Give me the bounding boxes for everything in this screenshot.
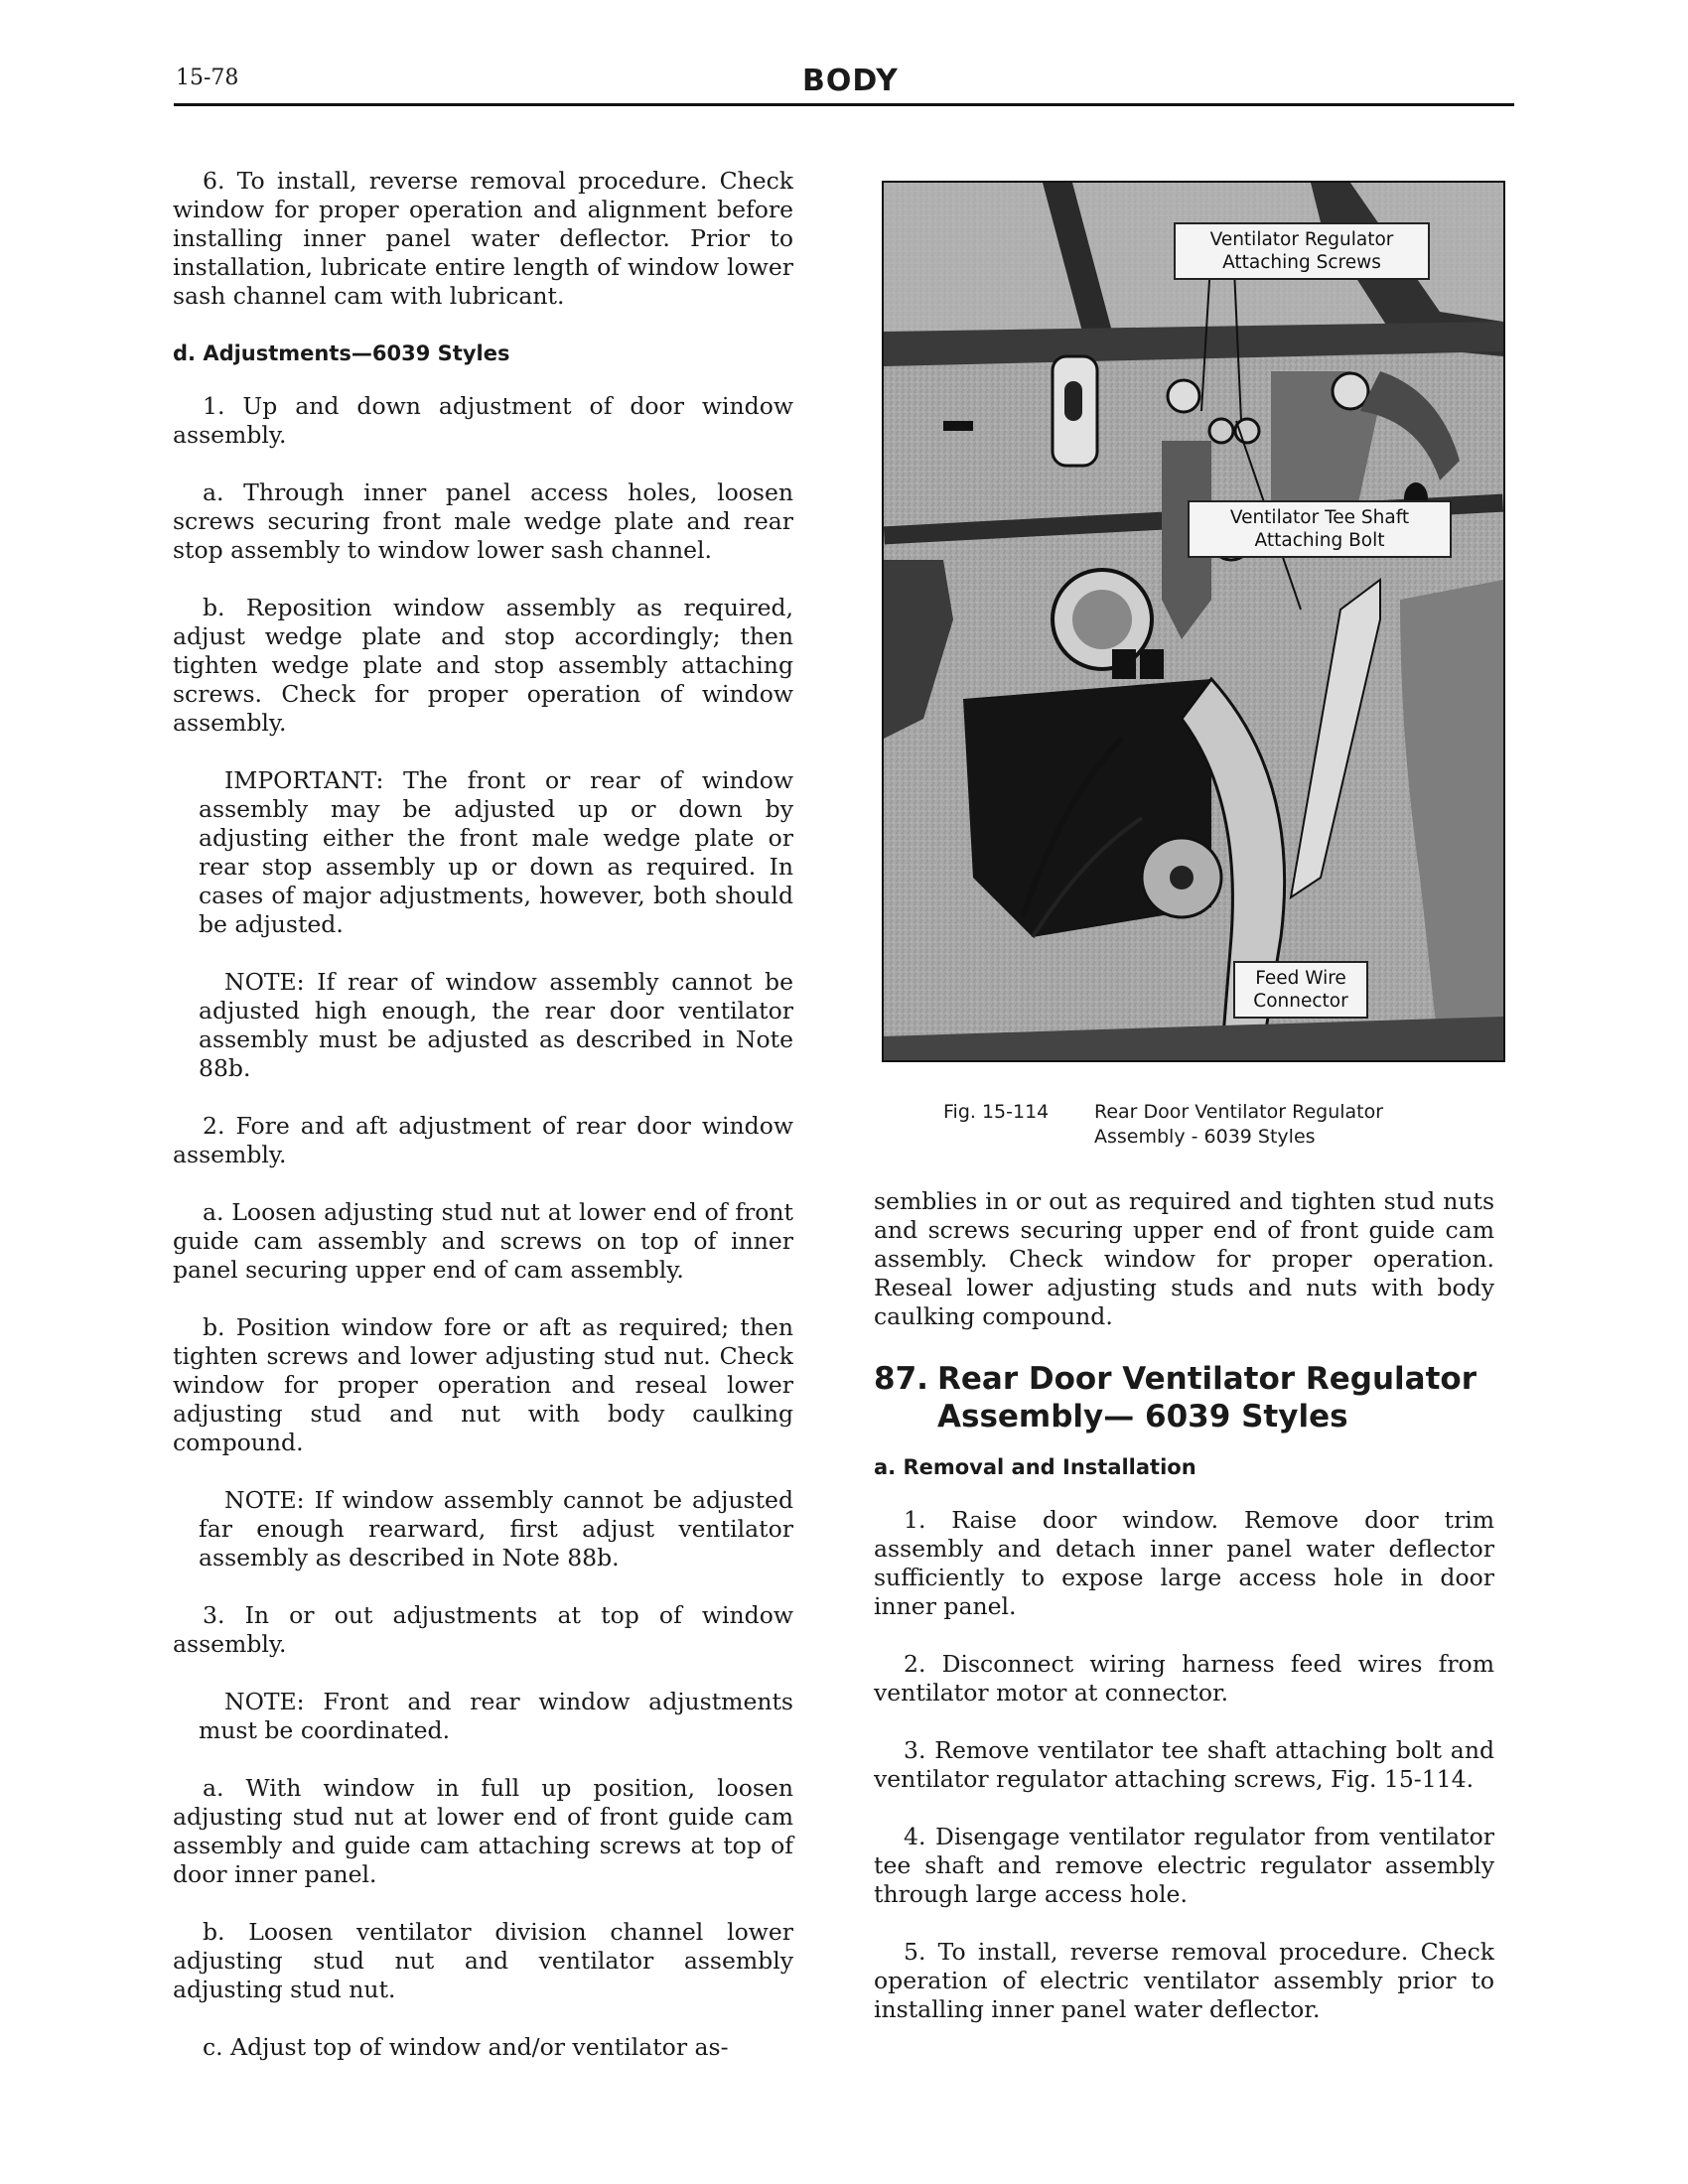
section-heading (874, 1360, 1494, 1435)
callout-regulator-screws-line1: Ventilator Regulator (1209, 229, 1394, 250)
note-rear-adjust: NOTE: If rear of window assembly cannot be adjusted high enough, the rear door ventilator assembly must be adjusted as described in Note 88b. (199, 968, 793, 1082)
paragraph-step-3c: c. Adjust top of window and/or ventilator as- (203, 2033, 729, 2061)
paragraph-removal-4: 4. Disengage ventilator regulator from ventilator tee shaft and remove electric regulator assembly through large access hole. (874, 1823, 1494, 1908)
paragraph-removal-3: 3. Remove ventilator tee shaft attaching bolt and ventilator regulator attaching screws, Fig. 15-114. (874, 1736, 1494, 1793)
important-note: IMPORTANT: The front or rear of window assembly may be adjusted up or down by adjusting either the front male wedge plate or rear stop assembly up or down as required. In cases of major adjustments, however, both should be adjusted. (199, 766, 793, 938)
paragraph-step-2a: a. Loosen adjusting stud nut at lower end of front guide cam assembly and screws on top of inner panel securing upper end of cam assembly. (173, 1198, 793, 1284)
paragraph-removal-5: 5. To install, reverse removal procedure. Check operation of electric ventilator assembly prior to installing inner panel water deflector. (874, 1938, 1494, 2023)
callout-tee-shaft-bolt-line2: Attaching Bolt (1254, 530, 1385, 551)
figure-number: Fig. 15-114 (943, 1101, 1050, 1123)
paragraph-removal-1: 1. Raise door window. Remove door trim assembly and detach inner panel water deflector sufficiently to expose large access hole in door inner panel. (874, 1506, 1494, 1620)
figure-photo (882, 181, 1505, 1062)
callout-tee-shaft-bolt (1188, 500, 1452, 558)
figure-caption (943, 1100, 1460, 1150)
paragraph-step-1: 1. Up and down adjustment of door window assembly. (173, 392, 793, 449)
paragraph-step-1a: a. Through inner panel access holes, loosen screws securing front male wedge plate and rear stop assembly to window lower sash channel. (173, 478, 793, 564)
page-number: 15-78 (176, 66, 239, 90)
header-rule (174, 103, 1514, 106)
paragraph-continuation: semblies in or out as required and tighten stud nuts and screws securing upper end of front guide cam assembly. Check window for proper operation. Reseal lower adjusting studs and nuts with body caulking compound. (874, 1187, 1494, 1330)
figure-caption-line1: Rear Door Ventilator Regulator (1094, 1101, 1384, 1123)
callout-feed-wire-line2: Connector (1253, 991, 1348, 1012)
figure-caption-text (1094, 1100, 1452, 1150)
door-mechanism-photo (884, 183, 1503, 1060)
right-column (874, 1187, 1494, 2053)
callout-feed-wire (1233, 961, 1368, 1019)
heading-adjustments: d. Adjustments—6039 Styles (173, 341, 510, 365)
section-title: Rear Door Ventilator Regulator Assembly— 6039 Styles (937, 1361, 1477, 1434)
callout-regulator-screws (1174, 222, 1430, 280)
note-coordinated: NOTE: Front and rear window adjustments must be coordinated. (199, 1688, 793, 1744)
section-number: 87. (874, 1361, 928, 1397)
paragraph-step-2: 2. Fore and aft adjustment of rear door window assembly. (173, 1112, 793, 1168)
heading-removal-installation: a. Removal and Installation (874, 1455, 1196, 1479)
callout-tee-shaft-bolt-line1: Ventilator Tee Shaft (1229, 507, 1410, 528)
callout-feed-wire-line1: Feed Wire (1255, 968, 1346, 989)
paragraph-step-3b: b. Loosen ventilator division channel lower adjusting stud nut and ventilator assembly adjusting stud nut. (173, 1918, 793, 2003)
paragraph-step-2b: b. Position window fore or aft as required; then tighten screws and lower adjusting stud nut. Check window for proper operation and reseal lower adjusting stud and nut with body caulking compound. (173, 1313, 793, 1456)
running-head: BODY (802, 64, 899, 98)
paragraph-step-3: 3. In or out adjustments at top of window assembly. (173, 1601, 793, 1658)
left-column (173, 167, 793, 2091)
note-rearward: NOTE: If window assembly cannot be adjusted far enough rearward, first adjust ventilator assembly as described in Note 88b. (199, 1486, 793, 1571)
figure-caption-line2: Assembly - 6039 Styles (1094, 1126, 1316, 1148)
paragraph-step-6: 6. To install, reverse removal procedure. Check window for proper operation and alignment before installing inner panel water deflector. Prior to installation, lubricate entire length of window lower sash channel cam with lubricant. (173, 167, 793, 310)
paragraph-step-1b: b. Reposition window assembly as required, adjust wedge plate and stop accordingly; then tighten wedge plate and stop assembly attaching screws. Check for proper operation of window assembly. (173, 594, 793, 737)
paragraph-removal-2: 2. Disconnect wiring harness feed wires from ventilator motor at connector. (874, 1650, 1494, 1706)
paragraph-step-3a: a. With window in full up position, loosen adjusting stud nut at lower end of front guide cam assembly and guide cam attaching screws at top of door inner panel. (173, 1774, 793, 1888)
callout-regulator-screws-line2: Attaching Screws (1222, 252, 1381, 273)
